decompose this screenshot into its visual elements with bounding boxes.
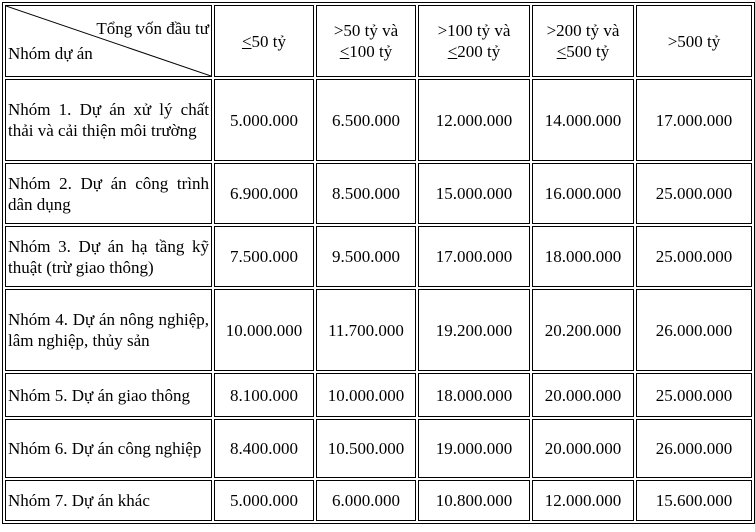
value-cell: 25.000.000: [636, 163, 752, 224]
less-equal-symbol: <: [241, 31, 252, 51]
value-cell: 26.000.000: [636, 289, 752, 371]
value-cell: 15.600.000: [636, 480, 752, 521]
column-header-line1: >50 tỷ và: [333, 21, 399, 40]
table-row: [5, 163, 752, 224]
value-cell: 10.000.000: [214, 289, 314, 371]
value-cell: 18.000.000: [532, 226, 634, 287]
table-row: [5, 79, 752, 161]
column-header-line2: <200 tỷ: [447, 42, 501, 61]
group-cell: Nhóm 6. Dự án công nghiệp: [5, 419, 212, 478]
investment-capital-label: Tổng vốn đầu tư: [96, 19, 209, 38]
column-header: [316, 5, 416, 77]
table-header-row: [5, 5, 752, 77]
value-cell: 25.000.000: [636, 226, 752, 287]
column-header: [636, 5, 752, 77]
value-cell: 20.000.000: [532, 373, 634, 417]
column-header-line2: <500 tỷ: [556, 42, 610, 61]
value-cell: 12.000.000: [418, 79, 530, 161]
document-page: [2, 2, 755, 524]
value-cell: 15.000.000: [418, 163, 530, 224]
value-cell: 8.100.000: [214, 373, 314, 417]
column-header-line2: <100 tỷ: [339, 42, 393, 61]
corner-header-cell: [5, 5, 212, 77]
value-cell: 10.000.000: [316, 373, 416, 417]
group-cell: Nhóm 7. Dự án khác: [5, 480, 212, 521]
project-group-label: Nhóm dự án: [8, 44, 93, 63]
group-cell: Nhóm 2. Dự án công trình dân dụng: [5, 163, 212, 224]
group-cell: Nhóm 5. Dự án giao thông: [5, 373, 212, 417]
value-cell: 20.000.000: [532, 419, 634, 478]
value-cell: 20.200.000: [532, 289, 634, 371]
value-cell: 18.000.000: [418, 373, 530, 417]
value-cell: 6.000.000: [316, 480, 416, 521]
diagonal-divider-icon: [6, 6, 211, 76]
value-cell: 17.000.000: [418, 226, 530, 287]
value-cell: 8.400.000: [214, 419, 314, 478]
column-header-label: >500 tỷ: [667, 31, 721, 51]
less-equal-symbol: <: [339, 42, 350, 61]
value-cell: 14.000.000: [532, 79, 634, 161]
table-row: [5, 480, 752, 521]
group-cell: Nhóm 1. Dự án xử lý chất thải và cải thiện môi trường: [5, 79, 212, 161]
value-cell: 8.500.000: [316, 163, 416, 224]
value-cell: 6.900.000: [214, 163, 314, 224]
table-row: [5, 373, 752, 417]
column-header: [214, 5, 314, 77]
value-cell: 26.000.000: [636, 419, 752, 478]
value-cell: 19.200.000: [418, 289, 530, 371]
value-cell: 17.000.000: [636, 79, 752, 161]
column-header-line1: >100 tỷ và: [437, 21, 511, 40]
value-cell: 19.000.000: [418, 419, 530, 478]
table-row: [5, 289, 752, 371]
column-header-label: <50 tỷ: [241, 31, 287, 51]
less-equal-symbol: <: [447, 42, 458, 61]
value-cell: 10.800.000: [418, 480, 530, 521]
value-cell: 9.500.000: [316, 226, 416, 287]
value-cell: 25.000.000: [636, 373, 752, 417]
value-cell: 11.700.000: [316, 289, 416, 371]
value-cell: 5.000.000: [214, 480, 314, 521]
table-row: [5, 226, 752, 287]
less-equal-symbol: <: [556, 42, 567, 61]
column-header-line1: >200 tỷ và: [546, 21, 620, 40]
column-header: [532, 5, 634, 77]
value-cell: 6.500.000: [316, 79, 416, 161]
value-cell: 16.000.000: [532, 163, 634, 224]
value-cell: 5.000.000: [214, 79, 314, 161]
column-header: [418, 5, 530, 77]
value-cell: 12.000.000: [532, 480, 634, 521]
group-cell: Nhóm 4. Dự án nông nghiệp, lâm nghiệp, thủy sản: [5, 289, 212, 371]
fee-table: [2, 2, 755, 524]
value-cell: 10.500.000: [316, 419, 416, 478]
table-row: [5, 419, 752, 478]
value-cell: 7.500.000: [214, 226, 314, 287]
group-cell: Nhóm 3. Dự án hạ tầng kỹ thuật (trừ giao thông): [5, 226, 212, 287]
